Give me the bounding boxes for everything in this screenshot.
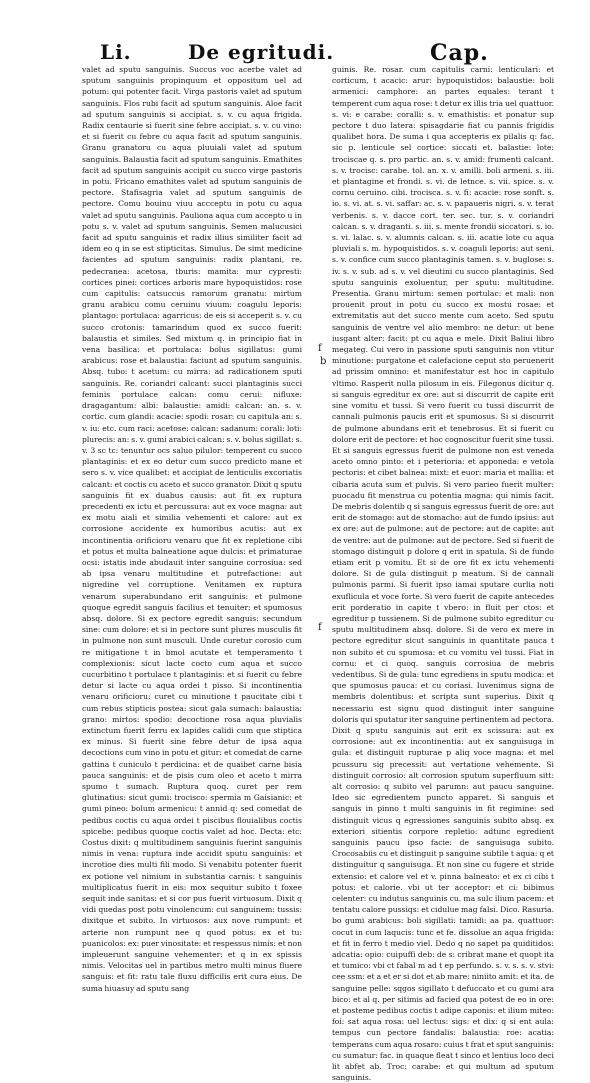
page-header (0, 0, 590, 64)
running-title: De egritudi. (188, 40, 335, 64)
left-text-column (82, 64, 302, 993)
chapter-label: Cap. (430, 40, 489, 66)
margin-note-f-second: f (318, 622, 322, 633)
left-column-text: valet ad sputu sanguinis. Succus voc acerbe valet ad sputum sanguinis propinquum et oppositum uel ad potum: qui potenter facit. Virga pastoris valet ad sputum sanguinis. Flos rubi facit ad sputum sanguinis. Aloe facit ad sputum sanguinis si accipiat. s. v. cu aqua frigida. Radix centaurie si fuerit sine febre accipiat. s. v. cu vino: et si fuerit cu febre cu aqua facit ad sputum sanguinis. Granu granatoru cu aqua pluuiali valet ad sputum sanguinis. Balaustia facit ad sputum sanguinis. Emathites facit ad sputum sanguinis accipit cu succo virge pastoris in potu. Fricano emathites valet ad sputum sanguinis de pectore. Stafisagria valet ad sputum sanguinis de pectore. Comu bouinu viuu accceptu in potu cu aqua valet ad sputu sanguinis. Pauliona aqua cum accepto u in potu s. v. valet ad sputum sanguinis. Semen malucusici facit ad sputu sanguinis et radix illius similiter facit ad idem eo q in se est stipticitas. Simulus. De simt medicine facientes ad sputum sanguinis: radix plantani, re. pedecranea: acetosa, tburis: mamita: mur cypresti: cortices pinei: cortices arboris mare hypoquistidos: rose cum capitulis: catsuccus ramorum granatu: mirtum granu arabicu comu ceruinu viuum: coagulu leporis: plantago: portulaca: agarricus: de eis si acceperit s. v. cu succo crotonis: tamarindum quod ex succo fuerit: balaustia et similes. Sed mixtum q. in principio fiat in vena basilica: et portulaca: bolus sigillatus: gumi arabicus: rose et balaustia: faciunt ad sputum sanguinis. Absq. tubo: t acetum: cu mirra: ad radicationem sputi sanguinis. Re. coriandri calcant: succi plantaginis succi feminis portulace calcan: comu cerui: nifluxe: dragagantum: albi: balaustie: amidi: calcan: an. s. v. cortic. cum glandi: acacie: spodi: rosar: cu capitula an: s. v. iu: etc. cum raci: acetose: calcan: sadanum: corali: loti: plurecis: an: s. v. gumi arabici calcan: s. v. bolus sigillat: s. v. 3 sc tc: tenuntur ocs saluo pilulor: temperent cu succo plantaginis: et ex eo detur cum succo predicto mane et sero s. v. vice qualibet: et accipiat de lenticulis excoriatis calcant: et coctis cu aceto et succo granator. Dixit q sputu sanguinis fit ex duabus causis: aut fit ex ruptura precedenti ex ictu et percussura: aut ex voce magna: aut ex motu aiali et similia vehementi et calore: aut ex corrosione accidente ex humoribus acutis: aut ex incontinentia orificioru venaru que fit ex repletione cibi et potus et multa balneatione aque dulcis: et primaturae ocsi: istatis inde abudauit inter sanguine corrosiua: sed ab ipsa venaru multitudine et putrefactione: aut nigredine vel corruptione. Venitamen ex ruptura venarum superabundano erit sanguinis: et pulmone quoque egredit sanguis facilius et tenuiter: et spumosus absq. dolore. Si ex pectore egredit sanguis: secundum sine: cum dolore: et si in pectore sunt plures musculis fit in pulmone non sunt musculi. Unde curetur corosio cum re mitigatione t in bmol acutate et temperamento t complexionis: sicut lacte cocto cum aqua et succo cucurbitino t portulace t plantaginis: et si fuerit cu febre detur si lacte cu aqua ordei t pisso. Si incontinentia venaru orificioru: curet cu minutione t paucitate cibi t cum rebus stipticis postea: sicut gala sumach: balaustia: grano: mirtos: spodio: decoctione rosa aqua pluvialis extinctum fuerit ferru ex lapides calidi cum que stiptica ex minus. Si fuerit sine febre detur de ipsa aqua decoctions cum vino in potu et gitur: et comedat de carne gattina t cuniculo t perdicina: et de quaibet carne bisia pauca sanguinis: et de pisis cum oleo et aceto t mirra spumo t sumach. Ruptura quoq. curet per rem glutinatius: sicut gumi: trocisco: spermia m Gaisianic: et gumi pineo: bolum armenicu: t annid q: sed comedat de pedibus coctis cu aqua ordei t piscibus flouialibus coctis spicebe: pedibus quoque coctis valet ad hoc. Decta: etc: Costus dixit: q multitudinem sanguinis fuerint sanguinis nimis in vena: ruptura inde accidit sputu sanguinis: et incrotioe dies multi fili modo. Si venabitu potenter fuerit ex potione vel nimium in substantia carnis: t sanguinis multiplicatus fuerit in eis: mox sequitur subito t foxee sequit inde sanitas: et si cor pus fuerit virtuosum. Dixit q vidi quedas post potu vinolencum: cui sanguinem: tussis: dixitque et subito. In virtuosos: aux nove rumpunt: et arterie non rumpunt nee q quod potus: ex et tu: puanicolos: ex: puer vinositate: et respessus nimis: et non impleuerunt sanguine vehementer: et q in ex spissis nimis. Velocitas uel in partibus metro multi minus fluere sanguis: et fit: ratu tale fluxu difficilis erit cura eius. De suma hiuasuy ad sputu sang (82, 65, 302, 993)
margin-note-b: b (320, 356, 327, 367)
book-number: Li. (100, 40, 132, 64)
margin-note-f: f (318, 343, 322, 354)
right-column-text: guinis. Re. rosar. cum capitulis carni: lenticulari: et corticum, t acacic: arur: hypoquistidos: balaustie: boli armenici: camphore: an partes equales: terant t temperent cum aqua rose: t detur ex illis tria uel quattuor. s. vi: e carabe: coralli: s. v. emathistis: et ponatur sup pectore t duo latera: spisagdarie fiat cu pannis frigidis qualibet hora. De suma i qua accepteris ex pilalis q: fac. sic p. lenticule sel cortice: siccati et. balastie: lote: trociscae q. s. pro partic. an. s. v. amid: frumenti calcant. s. v. trocisc: carabe. tol. an. x. v. amilli. boli armeni. s. iii. et plantagine et frondi. s. vi. de letnce. s. vii. spice. s. v. cornu ceruino. cibi. trocisca. s. v. fi: acacie: rose sonft. s. io. s. vi. at. s. vi. saffar: ac. s. v. papaueris nigri. s. v. terat verbenis. s. v. dacce cort. ter. sec. tur. s. v. coriandri calcan. s. v. draganti. s. iii. s. mente frondii siccatori. s. io. s. vi. lalac. s. v. alumnis calcan. s. iii. acatie lote cu aqua pluviali s. m. hypoquistidos. s. v. coaguli leporis: aut seni. s. v. confice cum succo plantaginis tamen. s. v. buglose: s. iv. s. v. sub. ad s. v. vel dieutini cu succo plantaginis. Sed sputu sanguinis exoluentur, per sputu: multitudine. Presentia. Granu mirtum: semen portulac: et mali: non prouenit prout in potu cu succo ex mostu rosae: et extremitatis aut det succo mente cum aceto. Sed sputu sanguinis de ventre vel alio membro: ne detur: ut bene iusgant alter: facit: pt cu aqua e mele. Dixit Baliui libro megateg. Cui vero in passione sputi sanguinis non vtitur minutione: purgatone et calefacione ceput sto peruenerit ad prissim omnino: et manifestatur est hoc in capitulo vltimo. Rasperit nulla pilosum in eis. Filegonus dicitur q. si sanguis egreditur ex ore: aut si discurrit de capite erit sine vomitu et tussi. Si vero fuerit cu tussi discurrit de cannali pulmonis paucis erit et spumosus. Si si discurrit de pulmone abundans erit et tenebrosus. Et si fuerit cu dolore erit de pectore: et hoc cognoscitur fuerit sine tussi. Et si sanguis egressus fuerit de pulmone non est veneda aceto omno pinto: et i peterioria: et apponeda: e vetola pectoris: et cibet balnea: mixt: et euor: maria et mallia: et cibaria acuta sum et pulvis. Si vero parieo fuerit multer: puocadu fit menstrua cu potentia magna: qui nimis facit. De mebris dolentib q si sanguis egressus fuerit de ore: aut erit de stomago: aut de stomacho: aut de fundo ipsius: aut ex ore: aut de pulmone: aut de pectore: aut de capite: aut de ventre: aut de pulmone: aut de pectore. Sed si fuerit de stomago distinguit p dolore q erit in spatula. Si de fundo etiam erit p vomitu. Et si de ore fit ex ictu vehementi dolore. Si de gula distinguit p meatum. Si de cannali pulmonis parmi. Si fuerit ipso iamai sputare curlia noti exuflicula et voce forte. Si vero fuerit de capite antecedes erit porderatio in capite t vbero: in fluit per ctos: et egreditur p tussienem. Si de pulmone subito egreditur cu sputu multitudinem absq. dolore. Si de vero ex mere in pectore egreditur sicut sanguinis in quantitate pauca t non subito et cu spumosa: et cu vomitu vel tussi. Fiat in cornu: et ci quoq. sanguis corrosiua de mebris vedentibus. Si de gula: tunc egrediens in sputu modica: et que spumosus pauca: et cu coriasi. Iuvenimus signa de membris dolentibus: et scripta sunt superius. Dixit q necessariu est signu quod distinguit inter sanguine doloris qui sputatur iter sanguine pertinentem ad pectora. Dixit q sputu sanguinis aut erit ex scissura: aut ex corrosione: aut ex incontinentia: aut ex sanguisuga in gula: et distinguit rupturae p aliq voce magna: et mel pcussuru sig precessit: aut vertatione vehemente. Si distinguit corrosio: alt corrosion sputum superfluum sitt: alt corrosio: q subito vel parumn: aut paucu sanguine. Ideo sic egredientem puncto apparet. Si sanguis et sanguis in pinno t multi sanguinis in fit regimine: sed distinguit vicus q egressiones sanguinis subito absq. ex exteriori sitientis corpore repletio: adtunc egredient sanguinis paucu ipso facie: de sanguisuga subito. Crocosabiis cu et distinguit p sanguine subtile t aqua: q et distinguitur q sanguisuga. Et non sine cu fugere et stride extensio: et calore vel et v. pinna balneato: et ex ci cibi t potus: et calorie. vbi ut ter acceptor: et ci: bibimus celenter: cu indutus sanguinis cu. ma sulc ilium pacem: et tentatu calore pussiqs: et cidulue mag falsi. Dico. Rasuria. bo gumi arabicus: boli sigillati: tamidi: aa pa. quattuor: cocut in cum laqucis: tunc et fe. dissolue an aqua frigida: et fit in ferro t medio viel. Dedo q no sapet pa quiditidos: adcatia: opio: cuipuffi deb: de s: cribrat mane et quopt ita et tumico: vbi ct fabal m ad t ep perfundo. s. v. s. s. v. stvi: cee ssm: et a et er si dot et ab mare: niniito amit: et ita. de sanguine pelle: sqgos sigillato t defuccato et cu gumi ara bico: et al q. per sitimis ad facied qua potest de eo in ore: et posteme pedibus coctis t adipe caponis: et ilium miteo: foi: sat aqua rosa: uel lectus: sigs: et dix: q si ent aula: tempus cun pectore fandalis: balaustia: roe: acatia: temperans cum aqua rosaro: cuius t frat et sput sanguinis: cu sumatur: fac. in quaque fleat t sinco et lentius loco deci lit abfet ab. Troc: carabe: et qui multum ad sputum sanguinis. (332, 65, 554, 1083)
right-text-column (332, 64, 554, 1083)
